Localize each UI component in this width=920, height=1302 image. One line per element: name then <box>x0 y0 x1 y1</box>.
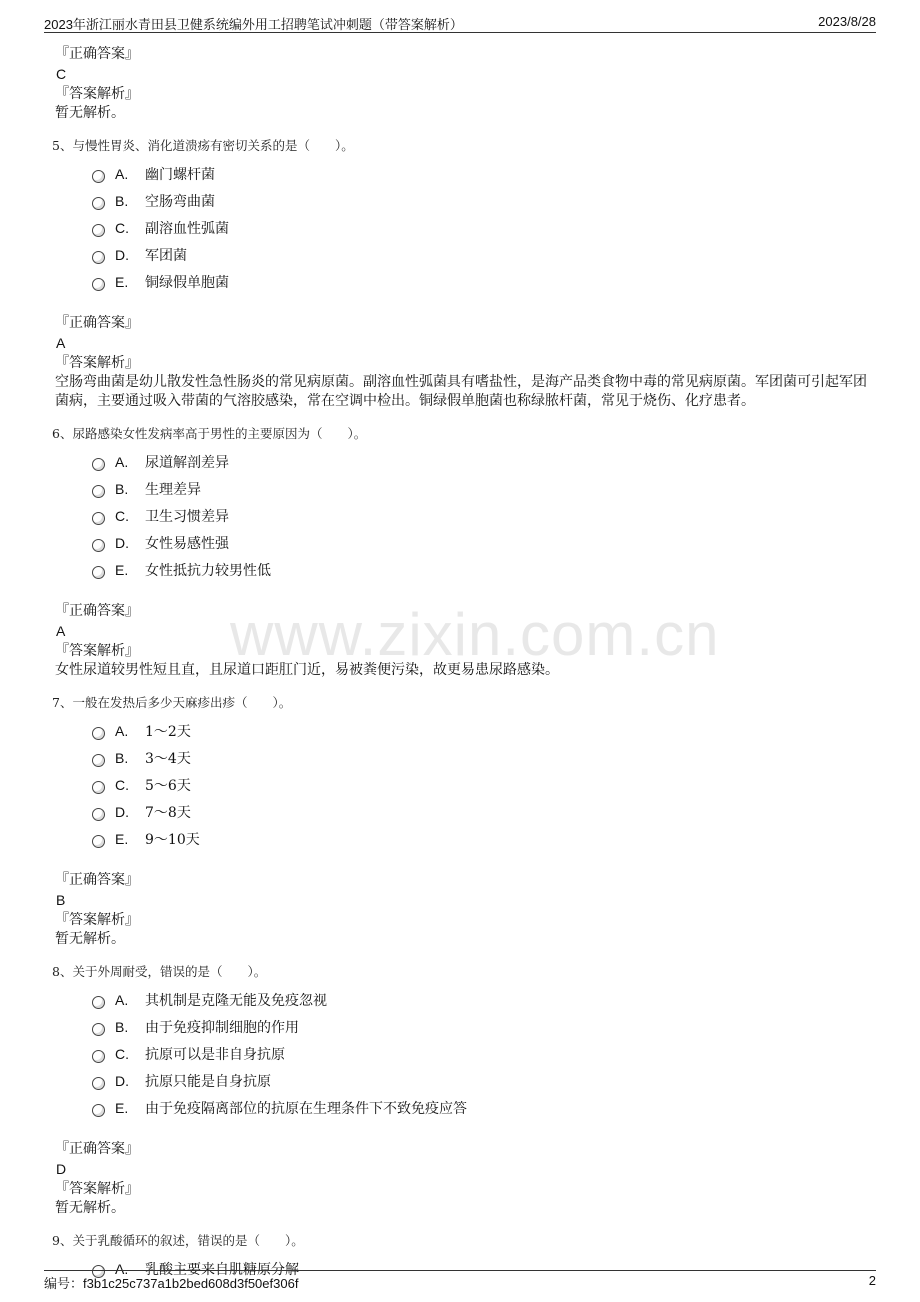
option-text: 尿道解剖差异 <box>145 454 229 471</box>
radio-button[interactable] <box>92 566 105 579</box>
option-letter: B. <box>115 749 129 766</box>
option-item[interactable] <box>55 1067 875 1094</box>
radio-button[interactable] <box>92 754 105 767</box>
option-letter: B. <box>115 1018 129 1035</box>
option-letter: A. <box>115 991 129 1008</box>
option-item[interactable] <box>55 1013 875 1040</box>
option-text: 女性易感性强 <box>145 535 229 552</box>
analysis-label: 『答案解析』 <box>55 643 139 659</box>
analysis-label: 『答案解析』 <box>55 355 139 371</box>
question-stem: 8、关于外周耐受，错误的是（ ）。 <box>52 964 267 979</box>
option-list <box>55 448 875 583</box>
option-letter: E. <box>115 273 129 290</box>
watermark: www.zixin.com.cn <box>230 601 720 668</box>
option-item[interactable] <box>55 160 875 187</box>
option-item[interactable] <box>55 187 875 214</box>
document-code: 编号：f3b1c25c737a1b2bed608d3f50ef306f <box>44 1276 299 1291</box>
option-letter: E. <box>115 1099 129 1116</box>
option-letter: A. <box>115 722 129 739</box>
option-item[interactable] <box>55 986 875 1013</box>
option-letter: C. <box>115 507 129 524</box>
option-text: 其机制是克隆无能及免疫忽视 <box>145 992 327 1009</box>
analysis-text: 暂无解析。 <box>55 1200 125 1216</box>
option-text: 空肠弯曲菌 <box>145 193 215 210</box>
radio-button[interactable] <box>92 1023 105 1036</box>
question-list <box>52 136 875 1282</box>
option-item[interactable] <box>55 475 875 502</box>
radio-button[interactable] <box>92 808 105 821</box>
answer-block <box>55 44 875 123</box>
radio-button[interactable] <box>92 1050 105 1063</box>
question-block <box>52 962 875 1218</box>
radio-button[interactable] <box>92 251 105 264</box>
option-list <box>55 717 875 852</box>
option-list <box>55 160 875 295</box>
option-text: 副溶血性弧菌 <box>145 220 229 237</box>
radio-button[interactable] <box>92 458 105 471</box>
option-item[interactable] <box>55 717 875 744</box>
option-text: 乳酸主要来自肌糖原分解 <box>145 1261 299 1278</box>
option-text: 抗原可以是非自身抗原 <box>145 1046 285 1063</box>
option-list <box>55 986 875 1121</box>
option-item[interactable] <box>55 556 875 583</box>
radio-button[interactable] <box>92 1077 105 1090</box>
option-letter: C. <box>115 776 129 793</box>
page-number: 2 <box>868 1273 876 1288</box>
option-letter: D. <box>115 1072 129 1089</box>
option-item[interactable] <box>55 529 875 556</box>
radio-button[interactable] <box>92 224 105 237</box>
correct-answer: A <box>56 335 66 351</box>
option-item[interactable] <box>55 241 875 268</box>
option-item[interactable] <box>55 214 875 241</box>
option-letter: A. <box>115 1260 129 1277</box>
analysis-text: 女性尿道较男性短且直，且尿道口距肛门近，易被粪便污染，故更易患尿路感染。 <box>55 662 559 678</box>
option-item[interactable] <box>55 825 875 852</box>
correct-answer-label: 『正确答案』 <box>55 46 139 62</box>
option-item[interactable] <box>55 798 875 825</box>
option-text: 幽门螺杆菌 <box>145 166 215 183</box>
option-item[interactable] <box>55 744 875 771</box>
option-letter: C. <box>115 1045 129 1062</box>
correct-answer: B <box>56 892 66 908</box>
page-footer <box>44 1270 876 1293</box>
option-text: 由于免疫抑制细胞的作用 <box>145 1019 299 1036</box>
radio-button[interactable] <box>92 539 105 552</box>
option-text: 3～4天 <box>145 750 191 767</box>
document-body <box>52 44 875 1282</box>
radio-button[interactable] <box>92 170 105 183</box>
question-block <box>52 424 875 680</box>
option-item[interactable] <box>55 268 875 295</box>
document-date: 2023/8/28 <box>818 14 876 29</box>
correct-answer-label: 『正确答案』 <box>55 1141 139 1157</box>
option-letter: A. <box>115 165 129 182</box>
option-text: 由于免疫隔离部位的抗原在生理条件下不致免疫应答 <box>145 1100 467 1117</box>
correct-answer: C <box>56 66 67 82</box>
radio-button[interactable] <box>92 485 105 498</box>
option-text: 1～2天 <box>145 723 191 740</box>
option-text: 9～10天 <box>145 831 200 848</box>
option-text: 卫生习惯差异 <box>145 508 229 525</box>
option-text: 生理差异 <box>145 481 201 498</box>
radio-button[interactable] <box>92 996 105 1009</box>
radio-button[interactable] <box>92 512 105 525</box>
radio-button[interactable] <box>92 278 105 291</box>
document-title: 2023年浙江丽水青田县卫健系统编外用工招聘笔试冲刺题（带答案解析） <box>44 17 463 32</box>
option-item[interactable] <box>55 1094 875 1121</box>
option-letter: C. <box>115 219 129 236</box>
page-header <box>44 12 876 33</box>
analysis-text: 暂无解析。 <box>55 931 125 947</box>
question-stem: 6、尿路感染女性发病率高于男性的主要原因为（ ）。 <box>52 426 367 441</box>
correct-answer: D <box>56 1161 67 1177</box>
option-text: 铜绿假单胞菌 <box>145 274 229 291</box>
option-letter: B. <box>115 192 129 209</box>
option-text: 7～8天 <box>145 804 191 821</box>
option-item[interactable] <box>55 448 875 475</box>
analysis-text: 暂无解析。 <box>55 105 125 121</box>
option-text: 女性抵抗力较男性低 <box>145 562 271 579</box>
radio-button[interactable] <box>92 835 105 848</box>
radio-button[interactable] <box>92 727 105 740</box>
option-item[interactable] <box>55 771 875 798</box>
option-letter: B. <box>115 480 129 497</box>
radio-button[interactable] <box>92 197 105 210</box>
option-text: 军团菌 <box>145 247 187 264</box>
correct-answer-label: 『正确答案』 <box>55 315 139 331</box>
option-letter: D. <box>115 246 129 263</box>
correct-answer-label: 『正确答案』 <box>55 603 139 619</box>
radio-button[interactable] <box>92 1104 105 1117</box>
option-letter: E. <box>115 561 129 578</box>
option-item[interactable] <box>55 502 875 529</box>
correct-answer-label: 『正确答案』 <box>55 872 139 888</box>
analysis-label: 『答案解析』 <box>55 86 139 102</box>
radio-button[interactable] <box>92 781 105 794</box>
analysis-text: 空肠弯曲菌是幼儿散发性急性肠炎的常见病原菌。副溶血性弧菌具有嗜盐性，是海产品类食物中毒的常见病原菌。军团菌可引起军团菌病，主要通过吸入带菌的气溶胶感染，常在空调中检出。铜绿假单胞菌也称绿脓杆菌，常见于烧伤、化疗患者。 <box>55 374 867 409</box>
analysis-label: 『答案解析』 <box>55 1181 139 1197</box>
correct-answer: A <box>56 623 66 639</box>
option-item[interactable] <box>55 1040 875 1067</box>
option-text: 抗原只能是自身抗原 <box>145 1073 271 1090</box>
option-letter: D. <box>115 534 129 551</box>
option-text: 5～6天 <box>145 777 191 794</box>
option-letter: A. <box>115 453 129 470</box>
question-block <box>52 693 875 949</box>
question-block <box>52 136 875 411</box>
option-letter: E. <box>115 830 129 847</box>
question-stem: 7、一般在发热后多少天麻疹出疹（ ）。 <box>52 695 292 710</box>
question-stem: 5、与慢性胃炎、消化道溃疡有密切关系的是（ ）。 <box>52 138 354 153</box>
question-stem: 9、关于乳酸循环的叙述，错误的是（ ）。 <box>52 1233 304 1248</box>
analysis-label: 『答案解析』 <box>55 912 139 928</box>
option-letter: D. <box>115 803 129 820</box>
